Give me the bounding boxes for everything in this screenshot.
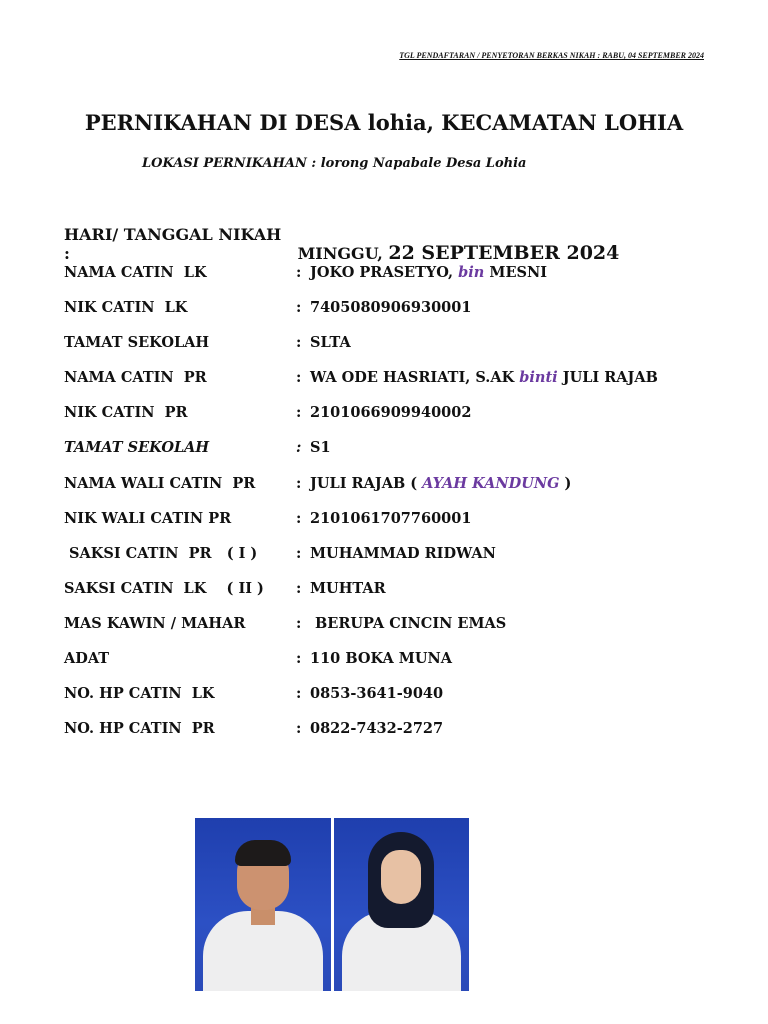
detail-value-text: 110 BOKA MUNA xyxy=(310,650,452,668)
detail-label: SAKSI CATIN PR ( I ) xyxy=(64,544,258,562)
detail-separator: : xyxy=(296,334,302,352)
detail-label: NO. HP CATIN PR xyxy=(64,720,215,738)
detail-value-text: 0853-3641-9040 xyxy=(310,685,444,703)
detail-row xyxy=(64,475,744,510)
detail-value-highlight: binti xyxy=(519,369,558,387)
detail-label: NAMA WALI CATIN PR xyxy=(64,474,256,492)
detail-value-text: JULI RAJAB ( xyxy=(310,474,423,492)
detail-value-text: 2101066909940002 xyxy=(310,404,472,422)
detail-value xyxy=(310,510,471,527)
detail-value-suffix: ) xyxy=(559,474,572,492)
detail-value-suffix: JULI RAJAB xyxy=(557,369,658,387)
couple-photos xyxy=(195,818,469,991)
detail-label: NO. HP CATIN LK xyxy=(64,685,215,703)
detail-separator: : xyxy=(296,369,302,387)
detail-separator: : xyxy=(296,544,302,562)
detail-row xyxy=(64,720,744,755)
detail-value-text: 0822-7432-2727 xyxy=(310,720,444,738)
detail-row xyxy=(64,685,744,720)
detail-row xyxy=(64,369,744,404)
wedding-day: MINGGU, xyxy=(292,244,389,263)
detail-value-text: 2101061707760001 xyxy=(310,509,472,527)
detail-row xyxy=(64,580,744,615)
detail-separator: : xyxy=(296,264,302,281)
detail-value xyxy=(310,264,547,281)
detail-separator: : xyxy=(296,685,302,703)
detail-value xyxy=(310,334,351,351)
detail-label: ADAT xyxy=(64,650,110,668)
detail-row xyxy=(64,545,744,580)
detail-row xyxy=(64,334,744,369)
detail-label: NIK WALI CATIN PR xyxy=(64,509,232,527)
detail-value xyxy=(310,650,452,667)
detail-value xyxy=(310,720,443,737)
detail-label: NIK CATIN PR xyxy=(64,404,188,422)
detail-value xyxy=(310,439,331,456)
detail-value-text: MUHTAR xyxy=(310,579,386,597)
detail-label: TAMAT SEKOLAH xyxy=(64,334,210,352)
detail-value-suffix: MESNI xyxy=(484,264,548,281)
detail-value-text: MUHAMMAD RIDWAN xyxy=(310,544,496,562)
detail-value xyxy=(310,404,471,421)
detail-label: SAKSI CATIN LK ( II ) xyxy=(64,579,264,597)
detail-separator: : xyxy=(296,614,302,632)
detail-value-text: S1 xyxy=(310,439,331,457)
detail-separator: : xyxy=(296,439,302,457)
detail-value xyxy=(310,369,658,386)
detail-value-text: WA ODE HASRIATI, S.AK xyxy=(310,369,520,387)
detail-value xyxy=(310,615,506,632)
detail-label: NIK CATIN LK xyxy=(64,299,188,317)
detail-label: MAS KAWIN / MAHAR xyxy=(64,614,246,632)
detail-row xyxy=(64,404,744,439)
wedding-date-value: 22 SEPTEMBER 2024 xyxy=(388,242,620,264)
detail-value-text: 7405080906930001 xyxy=(310,299,472,317)
detail-value-highlight: AYAH KANDUNG xyxy=(422,474,560,492)
wedding-date-row xyxy=(64,225,619,264)
detail-value-text: JOKO PRASETYO, xyxy=(310,264,459,281)
detail-row xyxy=(64,615,744,650)
wedding-location: LOKASI PERNIKAHAN : lorong Napabale Desa Lohia xyxy=(142,156,527,171)
detail-row xyxy=(64,510,744,545)
details-list xyxy=(64,264,744,755)
detail-separator: : xyxy=(296,299,302,317)
detail-separator: : xyxy=(296,650,302,668)
groom-photo xyxy=(195,818,331,991)
bride-photo xyxy=(334,818,470,991)
detail-row xyxy=(64,439,744,474)
detail-value xyxy=(310,475,571,492)
detail-value xyxy=(310,685,443,702)
detail-label: NAMA CATIN PR xyxy=(64,369,207,387)
detail-separator: : xyxy=(296,474,302,492)
detail-value xyxy=(310,545,496,562)
wedding-date-label: HARI/ TANGGAL NIKAH : xyxy=(64,225,282,263)
detail-label: NAMA CATIN LK xyxy=(64,264,207,281)
detail-value-text: SLTA xyxy=(310,334,351,352)
detail-value-highlight: bin xyxy=(458,264,485,281)
detail-separator: : xyxy=(296,720,302,738)
detail-row xyxy=(64,299,744,334)
detail-row xyxy=(64,264,744,299)
detail-label: TAMAT SEKOLAH xyxy=(64,439,210,457)
registration-date-note: TGL PENDAFTARAN / PENYETORAN BERKAS NIKAH : RABU, 04 SEPTEMBER 2024 xyxy=(399,51,704,60)
page-title: PERNIKAHAN DI DESA lohia, KECAMATAN LOHIA xyxy=(84,110,684,135)
detail-separator: : xyxy=(296,509,302,527)
detail-separator: : xyxy=(296,579,302,597)
detail-value-text: BERUPA CINCIN EMAS xyxy=(310,614,507,632)
detail-separator: : xyxy=(296,404,302,422)
detail-row xyxy=(64,650,744,685)
detail-value xyxy=(310,580,386,597)
detail-value xyxy=(310,299,471,316)
